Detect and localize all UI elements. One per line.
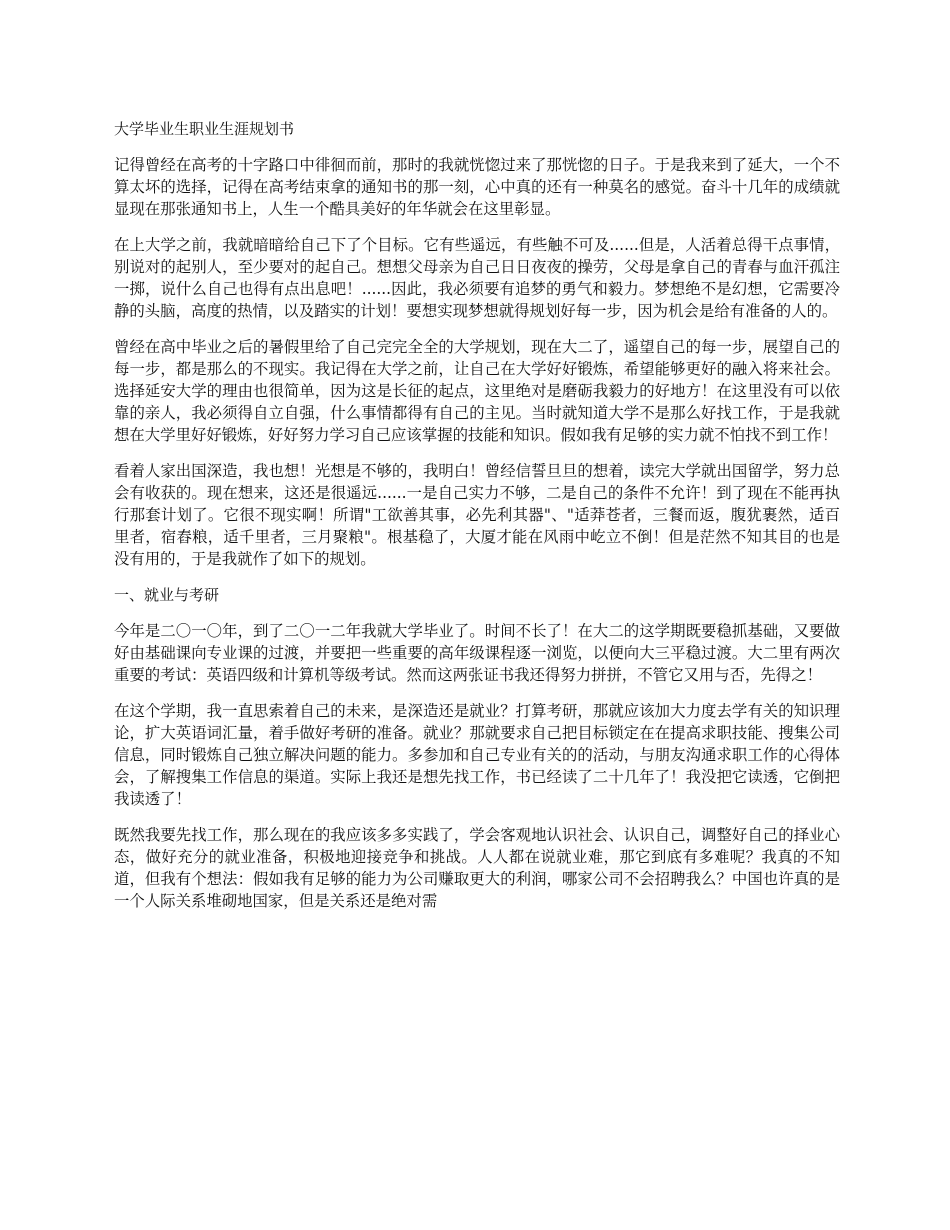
paragraph-3: 曾经在高中毕业之后的暑假里给了自己完完全全的大学规划，现在大二了，遥望自己的每一步，展望自己的每一步，都是那么的不现实。我记得在大学之前，让自己在大学好好锻炼，希望能够更好的融入将来社会。选择延安大学的理由也很简单，因为这是长征的起点，这里绝对是磨砺我毅力的好地方！在这里没有可以依靠的亲人，我必须得自立自强，什么事情都得有自己的主见。当时就知道大学不是那么好找工作，于是我就想在大学里好好锻炼，好好努力学习自己应该掌握的技能和知识。假如我有足够的实力就不怕找不到工作！	[114, 338, 840, 444]
paragraph-1: 记得曾经在高考的十字路口中徘徊而前，那时的我就恍惚过来了那恍惚的日子。于是我来到了延大，一个不算太坏的选择，记得在高考结束拿的通知书的那一刻，心中真的还有一种莫名的感觉。奋斗十几年的成绩就显现在那张通知书上，人生一个酷具美好的年华就会在这里彰显。	[114, 156, 840, 218]
paragraph-2: 在上大学之前，我就暗暗给自己下了个目标。它有些遥远，有些触不可及......但是，人活着总得干点事情，别说对的起别人，至少要对的起自己。想想父母亲为自己日日夜夜的操劳，父母是拿自己的青春与血汗孤注一掷，说什么自己也得有点出息吧！......因此，我必须要有追梦的勇气和毅力。梦想绝不是幻想，它需要冷静的头脑，高度的热情，以及踏实的计划！要想实现梦想就得规划好每一步，因为机会是给有准备的人的。	[114, 236, 840, 320]
paragraph-4: 看着人家出国深造，我也想！光想是不够的，我明白！曾经信誓旦旦的想着，读完大学就出国留学，努力总会有收获的。现在想来，这还是很遥远......一是自己实力不够，二是自己的条件不允许！到了现在不能再执行那套计划了。它很不现实啊！所谓"工欲善其事，必先利其器"、"适莽苍者，三餐而返，腹犹裹然，适百里者，宿舂粮，适千里者，三月聚粮"。根基稳了，大厦才能在风雨中屹立不倒！但是茫然不知其目的也是没有用的，于是我就作了如下的规划。	[114, 462, 840, 568]
paragraph-6: 在这个学期，我一直思索着自己的未来，是深造还是就业？打算考研，那就应该加大力度去学有关的知识理论，扩大英语词汇量，着手做好考研的准备。就业？那就要求自己把目标锁定在在提高求职技能、搜集公司信息，同时锻炼自己独立解决问题的能力。多参加和自己专业有关的的活动，与朋友沟通求职工作的心得体会，了解搜集工作信息的渠道。实际上我还是想先找工作，书已经读了二十几年了！我没把它读透，它倒把我读透了！	[114, 702, 840, 808]
paragraph-7: 既然我要先找工作，那么现在的我应该多多实践了，学会客观地认识社会、认识自己，调整好自己的择业心态，做好充分的就业准备，积极地迎接竞争和挑战。人人都在说就业难，那它到底有多难呢？我真的不知道，但我有个想法：假如我有足够的能力为公司赚取更大的利润，哪家公司不会招聘我么？中国也许真的是一个人际关系堆砌地国家，但是关系还是绝对需	[114, 826, 840, 910]
document-title: 大学毕业生职业生涯规划书	[114, 120, 295, 138]
paragraph-5: 今年是二〇一〇年，到了二〇一二年我就大学毕业了。时间不长了！在大二的这学期既要稳抓基础，又要做好由基础课向专业课的过渡，并要把一些重要的高年级课程逐一浏览，以便向大三平稳过渡。大二里有两次重要的考试：英语四级和计算机等级考试。然而这两张证书我还得努力拼拼，不管它又用与否，先得之！	[114, 622, 840, 684]
document-page	[114, 118, 840, 926]
section-heading: 一、就业与考研	[114, 586, 220, 604]
